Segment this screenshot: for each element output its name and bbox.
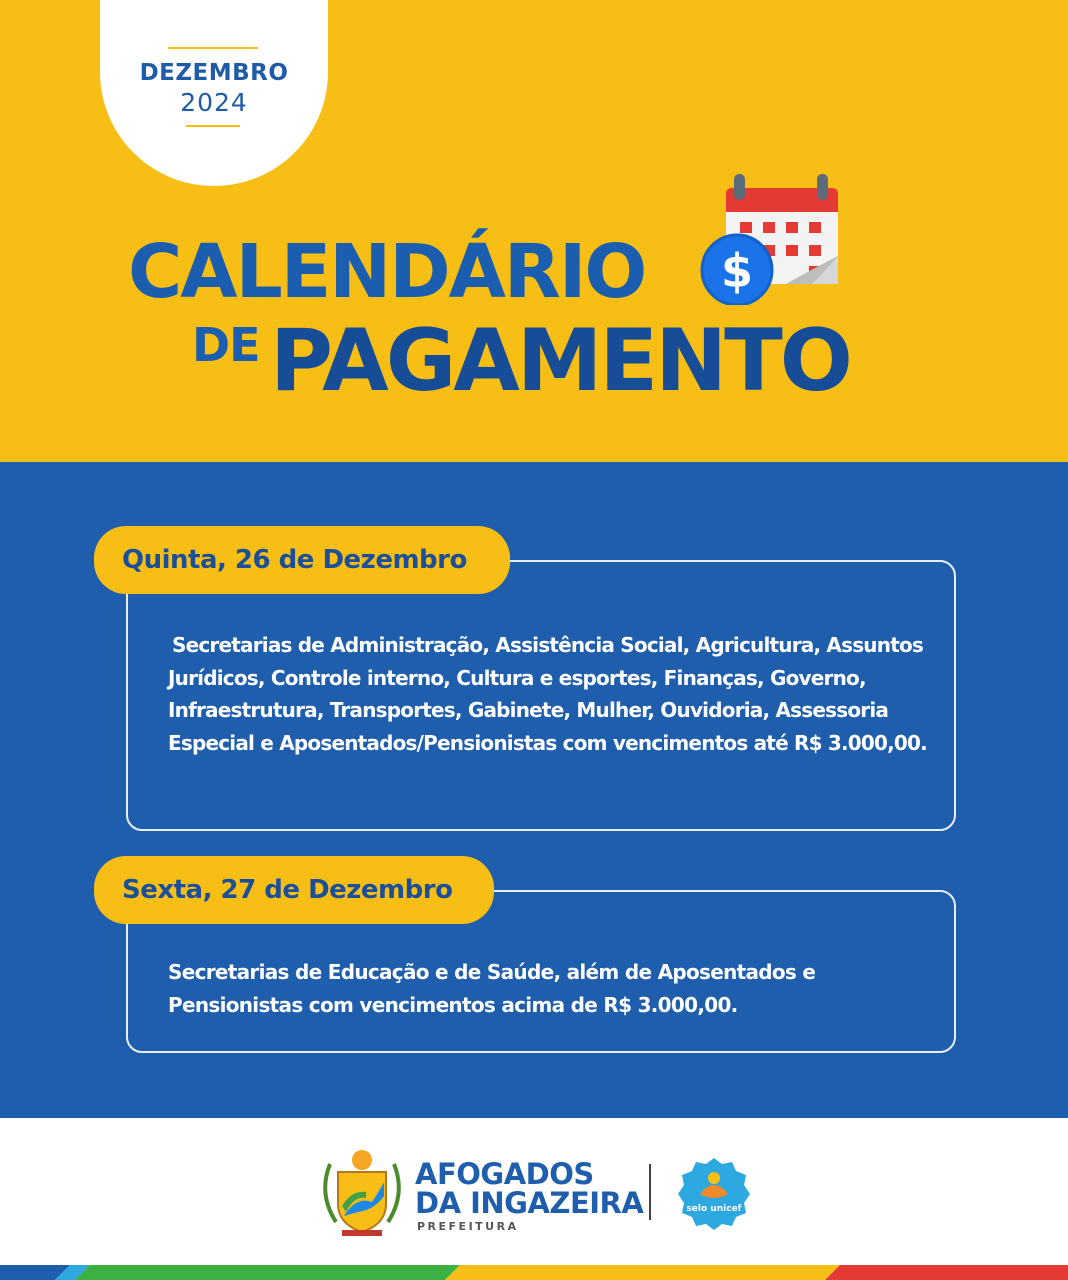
title-line-2: PAGAMENTO: [270, 311, 850, 411]
svg-text:$: $: [720, 244, 754, 298]
month-divider-bottom: [186, 125, 240, 127]
date-label: Quinta, 26 de Dezembro: [122, 545, 467, 575]
color-stripe: [0, 1265, 1068, 1280]
date-pill: [94, 856, 494, 924]
footer-divider: [649, 1164, 651, 1220]
schedule-card: [126, 560, 956, 831]
header-section: [0, 0, 1068, 462]
selo-label: selo unicef: [686, 1204, 742, 1214]
year-label: 2024: [180, 88, 248, 117]
schedule-description: Secretarias de Administração, Assistência Social, Agricultura, Assuntos Jurídicos, Controle interno, Cultura e esportes, Finanças, Governo, Infraestrutura, Transportes, Gabinete, Mulher, Ouvidoria, Assessoria Especial e Aposentados/Pensionistas com vencimentos até R$ 3.000,00.: [168, 633, 927, 755]
month-divider-top: [168, 47, 258, 49]
org-name-line-1: AFOGADOS: [415, 1157, 594, 1191]
selo-unicef-logo: [676, 1156, 752, 1232]
municipal-crest-icon: [316, 1146, 408, 1238]
footer: [0, 1118, 1068, 1280]
org-subtitle: PREFEITURA: [417, 1220, 519, 1233]
schedule-description: Secretarias de Educação e de Saúde, além de Aposentados e Pensionistas com vencimentos acima de R$ 3.000,00.: [168, 960, 816, 1017]
month-label: DEZEMBRO: [139, 60, 289, 86]
date-pill: [94, 526, 510, 594]
title-preposition: DE: [192, 318, 260, 372]
schedule-section: [0, 462, 1068, 1118]
date-label: Sexta, 27 de Dezembro: [122, 875, 453, 905]
calendar-icon: [700, 170, 845, 305]
dollar-coin-icon: [702, 235, 772, 305]
org-name-line-2: DA INGAZEIRA: [415, 1186, 644, 1220]
title-line-1: CALENDÁRIO: [128, 229, 646, 315]
